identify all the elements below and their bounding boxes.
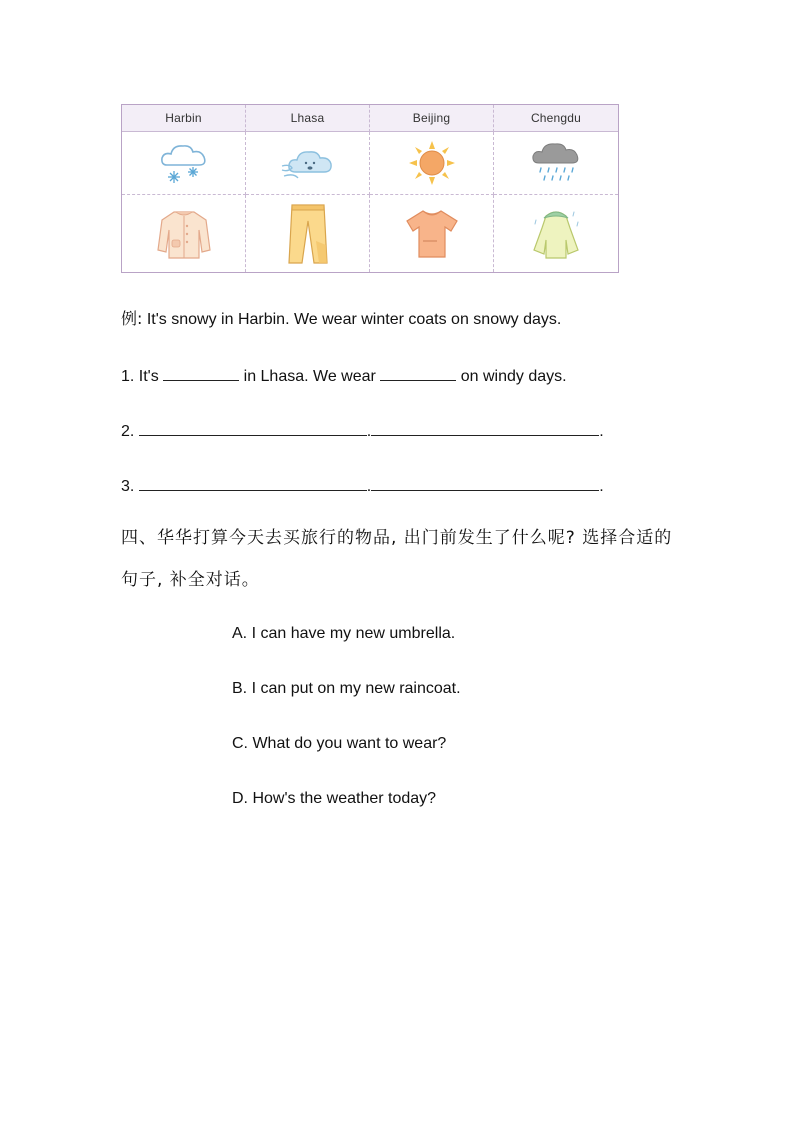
weather-cell-harbin [122,132,246,195]
weather-clothes-table [121,104,619,273]
q2-number: 2. [121,423,135,440]
weather-cell-chengdu [494,132,618,195]
clothes-cell-chengdu [494,195,618,272]
question-1 [121,364,567,387]
section-4-instruction: 四、华华打算今天去买旅行的物品, 出门前发生了什么呢? 选择合适的句子, 补全对话。 [121,528,673,590]
example-text: It's snowy in Harbin. We wear winter coats on snowy days. [142,311,562,328]
q2-blank-sentence-2[interactable] [371,419,599,436]
q1-blank-weather[interactable] [163,364,239,381]
clothes-cell-lhasa [246,195,370,272]
q3-blank-sentence-1[interactable] [139,474,367,491]
weather-cell-lhasa [246,132,370,195]
city-header-lhasa: Lhasa [246,105,370,132]
q1-text-part3: on windy days. [456,368,567,385]
option-a: A. I can have my new umbrella. [232,625,456,642]
q1-text-part1: It's [134,368,164,385]
city-header-chengdu: Chengdu [494,105,618,132]
q3-number: 3. [121,478,135,495]
option-d: D. How's the weather today? [232,790,437,807]
option-b: B. I can put on my new raincoat. [232,680,461,697]
q1-blank-clothes[interactable] [380,364,456,381]
question-3 [121,474,604,497]
raincoat-icon [530,206,582,262]
question-2 [121,419,604,442]
weather-cell-beijing [370,132,494,195]
rain-cloud-icon [529,139,583,187]
q2-end: . [599,423,604,440]
sun-icon [407,139,457,187]
q1-text-part2: in Lhasa. We wear [239,368,381,385]
city-header-harbin: Harbin [122,105,246,132]
q2-separator: . [366,423,372,440]
option-c: C. What do you want to wear? [232,735,447,752]
clothes-cell-harbin [122,195,246,272]
winter-coat-icon [154,206,214,262]
q2-blank-sentence-1[interactable] [139,419,367,436]
city-header-beijing: Beijing [370,105,494,132]
trousers-icon [286,201,330,267]
q1-number: 1. [121,368,135,385]
example-prefix: 例: [121,309,143,328]
clothes-cell-beijing [370,195,494,272]
t-shirt-icon [403,207,461,261]
example-sentence [121,309,561,330]
windy-cloud-icon [278,140,338,186]
q3-separator: . [366,478,372,495]
snowy-cloud-icon [157,139,211,187]
q3-end: . [599,478,604,495]
q3-blank-sentence-2[interactable] [371,474,599,491]
